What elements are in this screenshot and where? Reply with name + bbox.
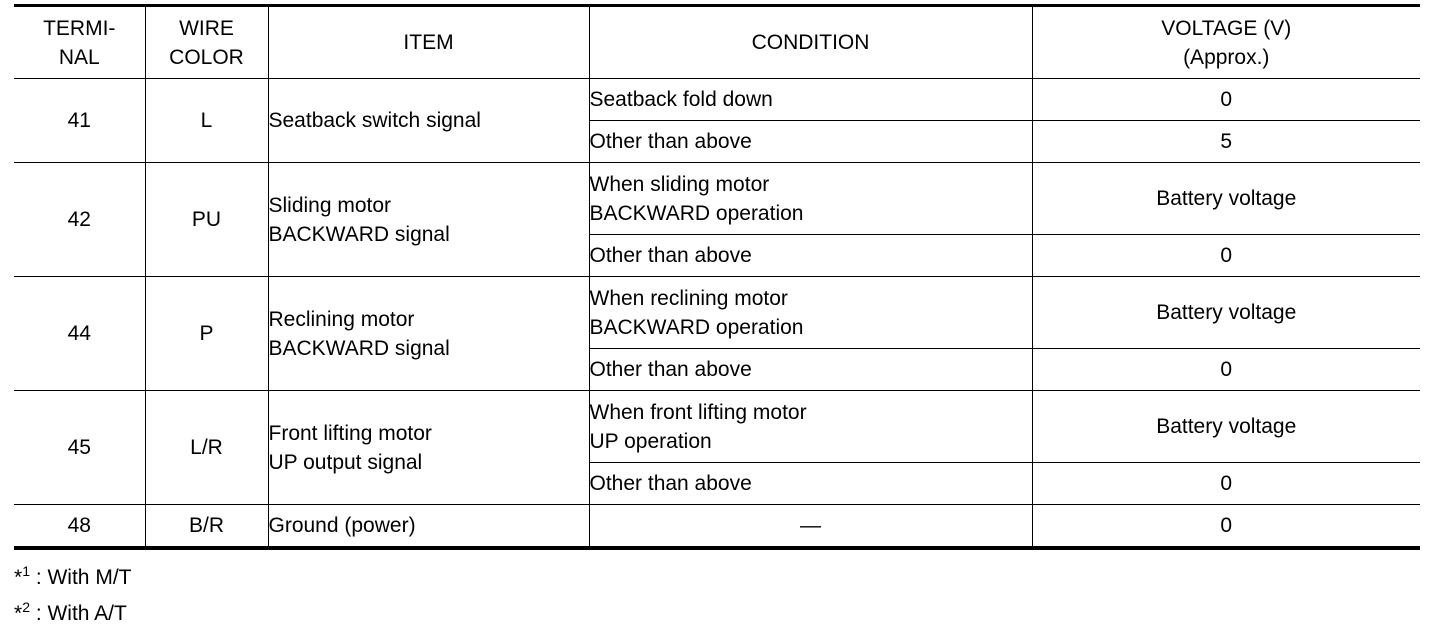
wire-color-cell: P [145,277,268,391]
wire-color-cell: B/R [145,505,268,549]
item-cell [268,277,589,391]
voltage-cell: Battery voltage [1032,277,1420,349]
condition-line: When front lifting motor [589,400,807,424]
header-voltage [1032,6,1420,79]
condition-cell [589,277,1032,349]
item-cell [268,505,589,549]
wire-color-cell: L/R [145,391,268,505]
header-condition: CONDITION [589,6,1032,79]
terminal-cell: 45 [14,391,145,505]
footnote-marker: * [14,566,23,589]
item-line: Reclining motor [268,307,415,331]
footnote [14,596,131,632]
terminal-cell: 42 [14,163,145,277]
item-cell [268,79,589,163]
header-voltage-line-2: (Approx.) [1183,45,1270,69]
condition-line: When reclining motor [589,286,788,310]
header-item: ITEM [268,6,589,79]
terminal-cell: 44 [14,277,145,391]
item-cell [268,391,589,505]
voltage-cell: 5 [1032,121,1420,163]
table-row [14,505,1420,549]
footnote-number: 2 [22,599,30,615]
table-row [14,163,1420,235]
voltage-cell: 0 [1032,463,1420,505]
condition-cell: Other than above [589,463,1032,505]
table-header-row [14,6,1420,79]
header-wire-color [145,6,268,79]
item-line: BACKWARD signal [268,336,450,360]
condition-cell: — [589,505,1032,549]
header-wire-color-line-1: WIRE [179,16,234,40]
condition-cell: Other than above [589,235,1032,277]
header-wire-color-line-2: COLOR [169,45,244,69]
condition-cell [589,391,1032,463]
condition-line: BACKWARD operation [589,315,804,339]
condition-cell: Seatback fold down [589,79,1032,121]
table-row [14,79,1420,121]
item-line: Seatback switch signal [268,109,481,132]
terminal-cell: 48 [14,505,145,549]
header-terminal-line-1: TERMI- [43,16,116,40]
item-cell [268,163,589,277]
condition-cell: Other than above [589,121,1032,163]
condition-cell: Other than above [589,349,1032,391]
wire-color-cell: PU [145,163,268,277]
condition-line: BACKWARD operation [589,201,804,225]
footnote-text: : With M/T [29,566,132,589]
item-line: Ground (power) [268,514,416,537]
condition-cell [589,163,1032,235]
voltage-cell: Battery voltage [1032,163,1420,235]
item-line: Front lifting motor [268,421,432,445]
terminal-cell: 41 [14,79,145,163]
table-row [14,391,1420,463]
table-row [14,277,1420,349]
header-terminal-line-2: NAL [58,45,100,69]
footnote-number: 1 [22,563,30,579]
footnotes [14,560,131,632]
footnote [14,560,131,596]
voltage-cell: 0 [1032,349,1420,391]
item-line: BACKWARD signal [268,222,450,246]
voltage-cell: 0 [1032,79,1420,121]
condition-line: UP operation [589,429,712,453]
header-voltage-line-1: VOLTAGE (V) [1161,16,1292,40]
wire-color-cell: L [145,79,268,163]
terminal-voltage-table [14,4,1420,550]
header-terminal [14,6,145,79]
item-line: UP output signal [268,450,423,474]
voltage-cell: Battery voltage [1032,391,1420,463]
footnote-text: : With A/T [29,602,127,625]
voltage-cell: 0 [1032,505,1420,549]
voltage-cell: 0 [1032,235,1420,277]
footnote-marker: * [14,602,23,625]
condition-line: When sliding motor [589,172,770,196]
item-line: Sliding motor [268,193,392,217]
